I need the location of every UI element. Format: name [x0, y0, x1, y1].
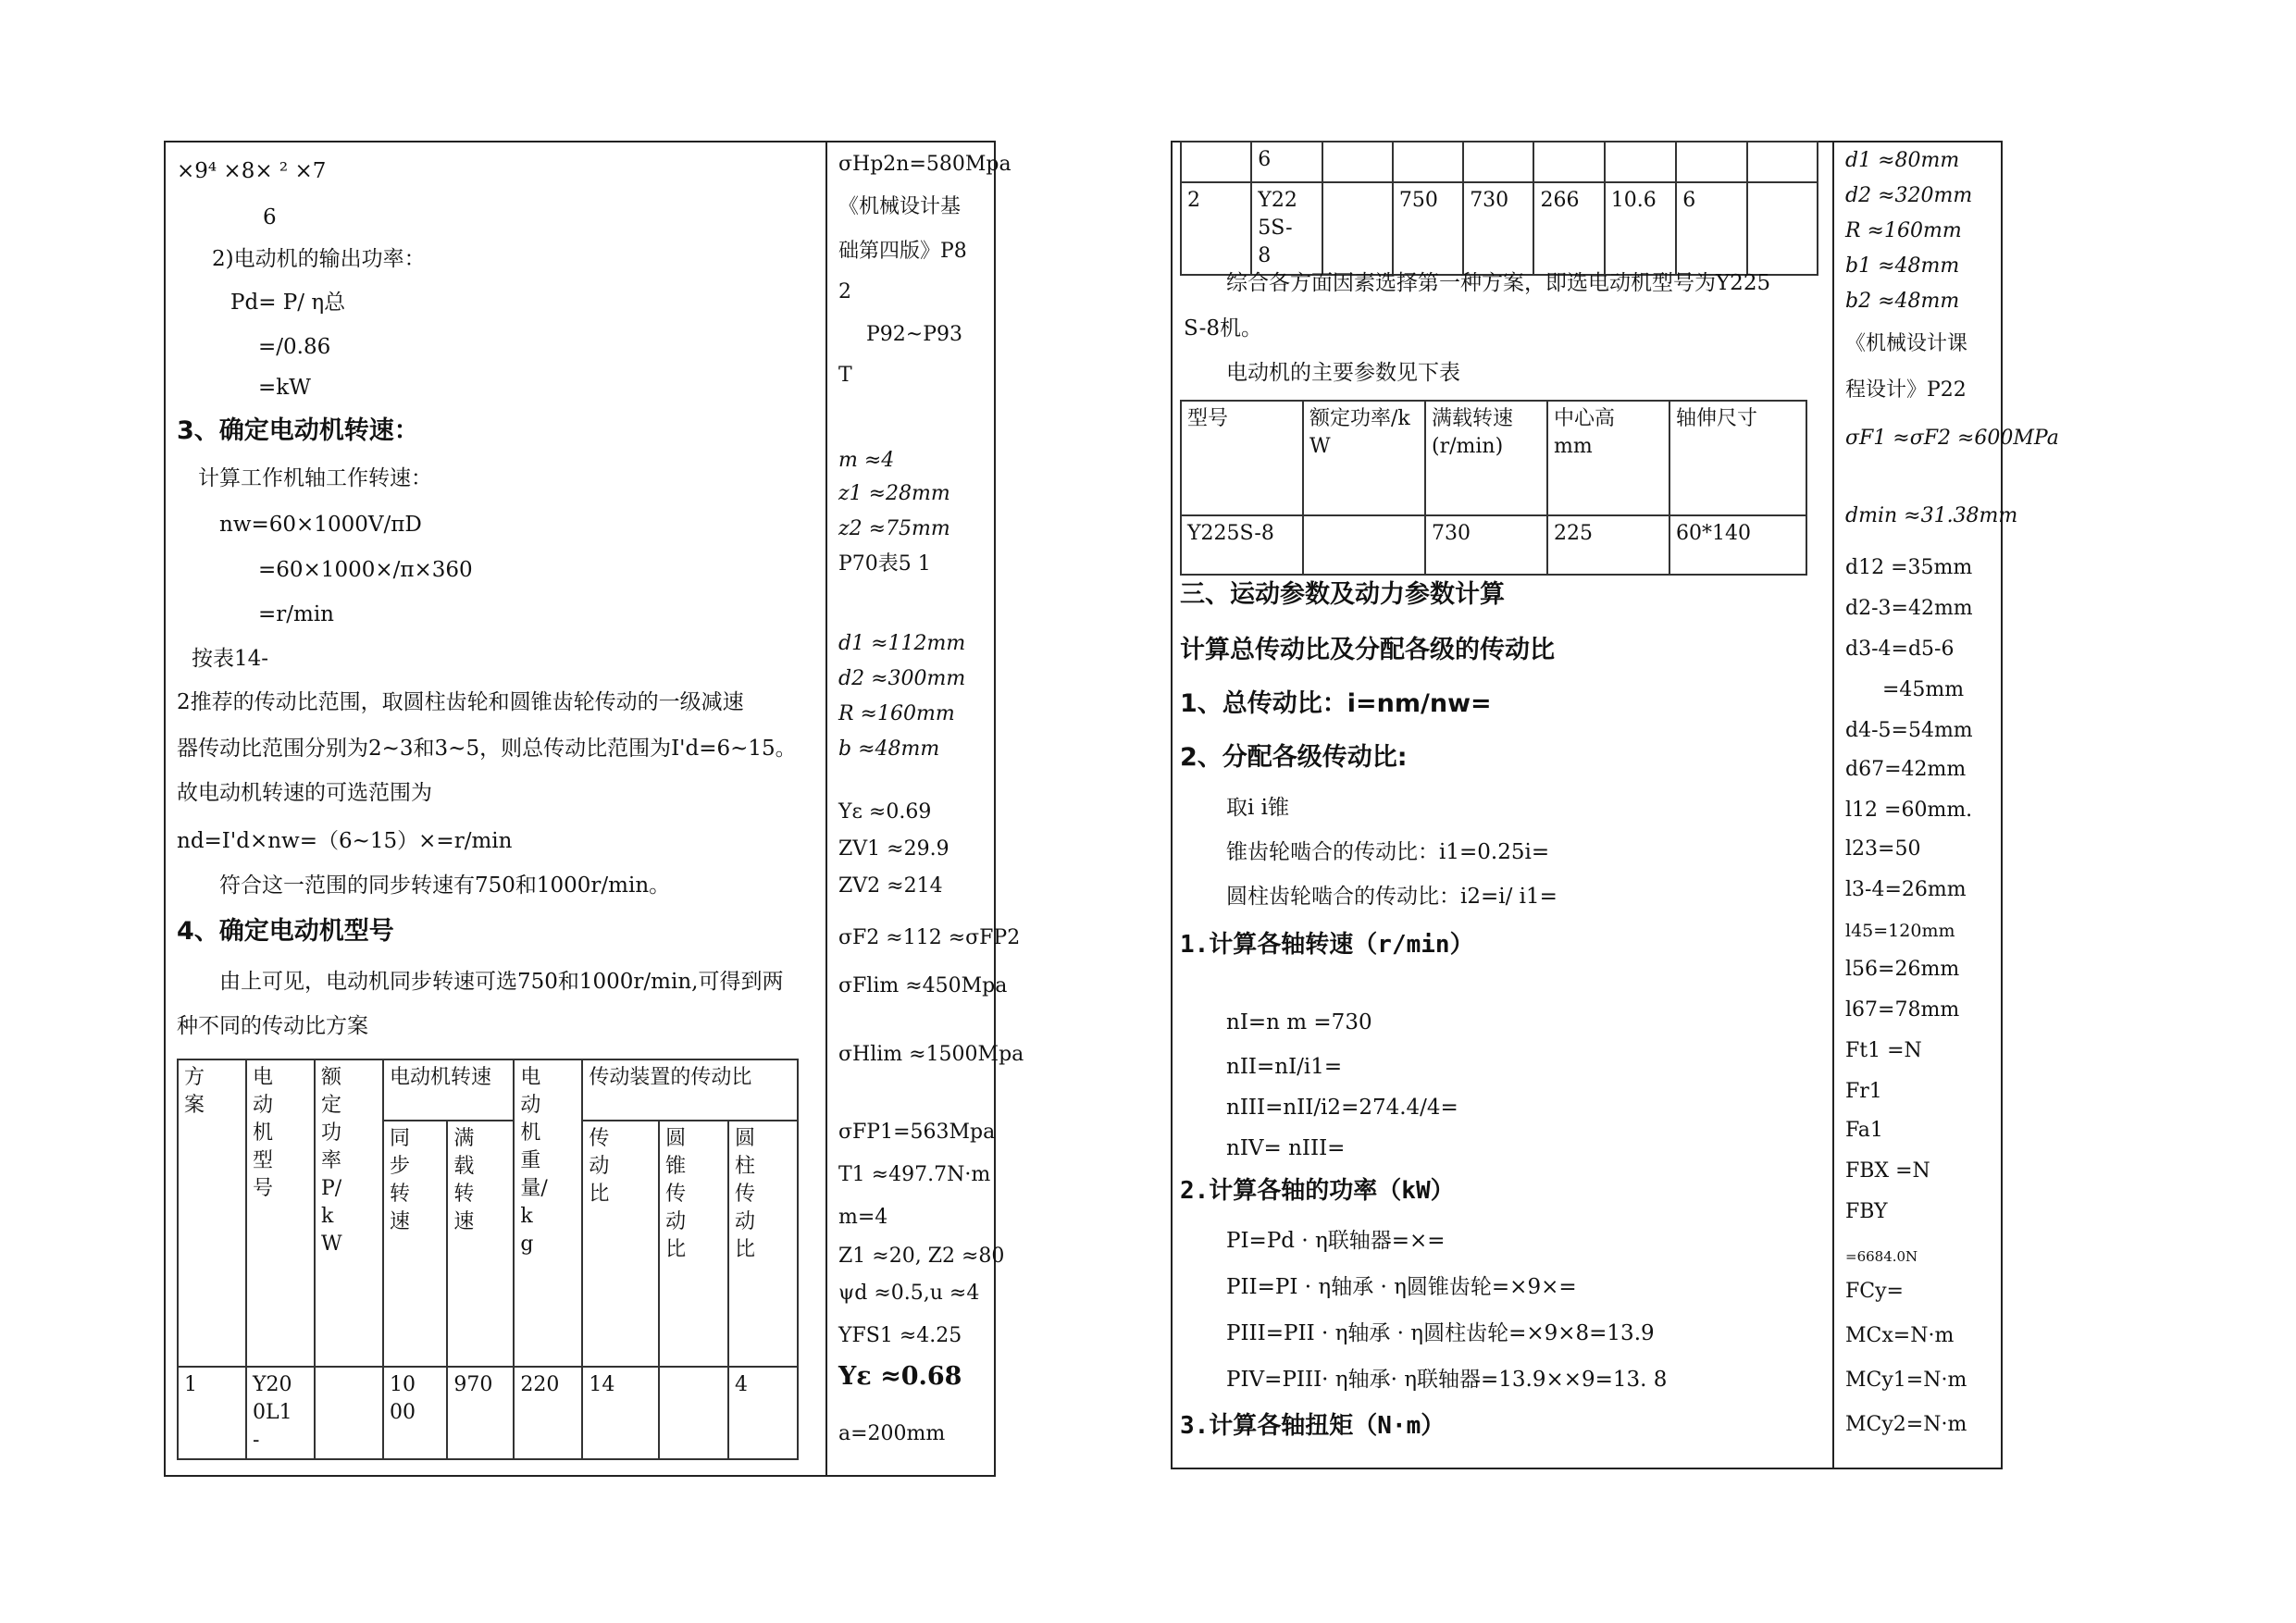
table-cell: 750	[1393, 182, 1463, 275]
formula-line: =kW	[258, 376, 311, 400]
table-cell	[1322, 182, 1393, 275]
header-cell: 电动机转速	[383, 1059, 514, 1121]
side-note: b ≈48mm	[838, 737, 940, 761]
header-cell: 轴伸尺寸	[1669, 401, 1806, 515]
formula-line: PIV=PIII· η轴承· η联轴器=13.9××9=13. 8	[1226, 1368, 1668, 1392]
section-heading: 4、确定电动机型号	[177, 917, 394, 946]
side-note: 础第四版》P8	[838, 240, 967, 263]
formula-line: PII=PI · η轴承 · η圆锥齿轮=×9×=	[1226, 1275, 1577, 1299]
side-note: R ≈160mm	[838, 702, 955, 725]
side-note: =6684.0N	[1845, 1248, 1918, 1265]
side-note: FBX =N	[1845, 1159, 1930, 1183]
motor-options-table-continued	[1180, 141, 1818, 276]
side-note: 程设计》P22	[1845, 378, 1967, 402]
table-cell: 10.6	[1605, 182, 1677, 275]
table-cell: 14	[582, 1367, 659, 1459]
side-note: =45mm	[1882, 678, 1965, 701]
side-note: ZV2 ≈214	[838, 874, 943, 898]
table-cell	[1747, 142, 1818, 182]
side-note: R ≈160mm	[1845, 219, 1962, 242]
header-cell: 圆锥传动比	[659, 1121, 728, 1367]
table-cell	[1393, 142, 1463, 182]
side-note: a=200mm	[838, 1422, 946, 1445]
table-cell: 6	[1676, 182, 1746, 275]
right-page	[1171, 141, 2059, 1469]
text-line: 综合各方面因素选择第一种方案，即选电动机型号为Y225	[1226, 271, 1771, 295]
right-side-column	[1834, 142, 2059, 1468]
text-line: 按表14-	[192, 647, 269, 671]
section-heading: 2、分配各级传动比:	[1180, 743, 1408, 772]
right-main-column	[1173, 142, 1834, 1468]
formula-line: ×9⁴ ×8× ² ×7	[177, 159, 327, 183]
section-heading: 3、确定电动机转速：	[177, 416, 419, 445]
side-note: l23=50	[1845, 837, 1921, 861]
section-heading: 3.计算各轴扭矩（N·m）	[1180, 1412, 1446, 1440]
side-note: l56=26mm	[1845, 958, 1960, 981]
table-cell	[1747, 182, 1818, 275]
table-cell	[315, 1367, 383, 1459]
text-line: 符合这一范围的同步转速有750和1000r/min。	[219, 873, 671, 898]
side-note: d4-5=54mm	[1845, 719, 1973, 742]
table-cell: Y200L1-	[246, 1367, 315, 1459]
table-cell: 266	[1533, 182, 1604, 275]
side-note: m=4	[838, 1206, 888, 1229]
table-cell: 220	[514, 1367, 582, 1459]
table-cell: Y225S-8	[1251, 182, 1322, 275]
left-main-column	[166, 142, 827, 1475]
table-cell: Y225S-8	[1181, 515, 1303, 575]
formula-line: 6	[263, 205, 277, 229]
table-cell	[1303, 515, 1425, 575]
table-cell: 2	[1181, 182, 1251, 275]
side-note: Fa1	[1845, 1119, 1883, 1142]
formula-line: Pd= P/ η总	[230, 291, 346, 315]
text-line: 故电动机转速的可选范围为	[177, 781, 432, 805]
side-note: d2 ≈300mm	[838, 667, 966, 690]
header-cell: 传动装置的传动比	[582, 1059, 798, 1121]
side-note: 《机械设计课	[1845, 332, 1968, 355]
side-note: YFS1 ≈4.25	[838, 1324, 962, 1347]
header-cell: 电动机重量/kg	[514, 1059, 582, 1367]
header-cell: 传动比	[582, 1121, 659, 1367]
side-note: d3-4=d5-6	[1845, 638, 1955, 661]
table-cell	[1322, 142, 1393, 182]
side-note: b1 ≈48mm	[1845, 254, 1960, 278]
formula-line: nII=nI/i1=	[1226, 1055, 1343, 1079]
side-note: z1 ≈28mm	[838, 482, 950, 505]
side-note: ZV1 ≈29.9	[838, 837, 949, 861]
section-heading: 计算总传动比及分配各级的传动比	[1180, 636, 1555, 664]
table-cell	[1181, 142, 1251, 182]
formula-line: PI=Pd · η联轴器=×=	[1226, 1229, 1446, 1253]
formula-line: nw=60×1000V/πD	[219, 513, 422, 537]
side-note: MCy2=N·m	[1845, 1413, 1967, 1436]
formula-line: nI=n m =730	[1226, 1010, 1372, 1035]
side-note: l3-4=26mm	[1845, 878, 1967, 901]
table-cell: 4	[728, 1367, 798, 1459]
side-note: m ≈4	[838, 449, 895, 472]
side-note: b2 ≈48mm	[1845, 290, 1960, 313]
table-cell	[659, 1367, 728, 1459]
side-note: Yε ≈0.69	[838, 800, 932, 824]
side-note: P92~P93	[866, 323, 963, 346]
formula-line: =/0.86	[258, 335, 331, 359]
text-line: 种不同的传动比方案	[177, 1014, 368, 1038]
header-cell: 额定功率/kW	[1303, 401, 1425, 515]
table-cell: 6	[1251, 142, 1322, 182]
side-note: Ft1 =N	[1845, 1039, 1922, 1062]
section-heading: 1、总传动比：i=nm/nw=	[1180, 689, 1492, 718]
text-line: 2推荐的传动比范围，取圆柱齿轮和圆锥齿轮传动的一级减速	[177, 690, 744, 714]
side-note: ψd ≈0.5,u ≈4	[838, 1282, 980, 1305]
side-note: l12 =60mm.	[1845, 799, 1973, 822]
text-line: 电动机的主要参数见下表	[1226, 361, 1460, 385]
motor-options-table	[177, 1059, 799, 1460]
side-note: 2	[838, 280, 851, 304]
left-side-column	[827, 142, 1024, 1475]
text-line: 2)电动机的输出功率：	[212, 247, 426, 271]
side-note: dmin ≈31.38mm	[1845, 504, 2018, 527]
text-line: 圆柱齿轮啮合的传动比：i2=i/ i1=	[1226, 885, 1558, 909]
header-cell: 满载转速	[447, 1121, 514, 1367]
text-line: 由上可见，电动机同步转速可选750和1000r/min,可得到两	[219, 970, 784, 994]
text-line: 计算工作机轴工作转速：	[198, 466, 432, 490]
side-note: d12 =35mm	[1845, 556, 1973, 579]
text-line: 取i i锥	[1226, 796, 1290, 820]
table-cell: 1	[178, 1367, 246, 1459]
header-cell: 型号	[1181, 401, 1303, 515]
side-note: FBY	[1845, 1200, 1888, 1223]
section-heading: 三、运动参数及动力参数计算	[1180, 580, 1505, 609]
side-note: σHlim ≈1500Mpa	[838, 1043, 1024, 1066]
table-cell	[1463, 142, 1533, 182]
table-cell	[1533, 142, 1604, 182]
formula-line: nd=I'd×nw=（6~15）×=r/min	[177, 829, 513, 853]
side-note: Yε ≈0.68	[838, 1362, 962, 1391]
side-note: d67=42mm	[1845, 758, 1967, 781]
side-note: σFP1=563Mpa	[838, 1121, 996, 1144]
side-note: d2-3=42mm	[1845, 597, 1973, 620]
side-note: FCy=	[1845, 1280, 1904, 1303]
header-cell: 圆柱传动比	[728, 1121, 798, 1367]
left-page	[164, 141, 1024, 1477]
formula-line: nIV= nIII=	[1226, 1136, 1346, 1160]
formula-line: nIII=nII/i2=274.4/4=	[1226, 1096, 1458, 1120]
side-note: l45=120mm	[1845, 921, 1955, 941]
side-note: d2 ≈320mm	[1845, 184, 1973, 207]
side-note: σFlim ≈450Mpa	[838, 974, 1008, 997]
side-note: Fr1	[1845, 1080, 1882, 1103]
header-cell: 额定功率P/kW	[315, 1059, 383, 1367]
header-cell: 中心高mm	[1547, 401, 1669, 515]
table-cell: 1000	[383, 1367, 447, 1459]
table-cell: 730	[1425, 515, 1547, 575]
formula-line: =r/min	[258, 602, 334, 626]
side-note: σHp2n=580Mpa	[838, 153, 1011, 176]
side-note: MCx=N·m	[1845, 1324, 1955, 1347]
side-note: d1 ≈80mm	[1845, 149, 1960, 172]
side-note: 《机械设计基	[838, 195, 962, 218]
table-cell: 60*140	[1669, 515, 1806, 575]
text-line: 器传动比范围分别为2~3和3~5，则总传动比范围为I'd=6~15。	[177, 737, 797, 761]
side-note: Z1 ≈20, Z2 ≈80	[838, 1245, 1005, 1268]
text-line: 锥齿轮啮合的传动比：i1=0.25i=	[1226, 840, 1550, 864]
table-cell: 225	[1547, 515, 1669, 575]
side-note: z2 ≈75mm	[838, 517, 950, 540]
header-cell: 电动机型号	[246, 1059, 315, 1367]
header-cell: 满载转速(r/min)	[1425, 401, 1547, 515]
section-heading: 2.计算各轴的功率（kW）	[1180, 1177, 1455, 1205]
table-cell	[1676, 142, 1746, 182]
side-note: σF2 ≈112 ≈σFP2	[838, 926, 1021, 949]
table-cell	[1605, 142, 1677, 182]
header-cell: 同步转速	[383, 1121, 447, 1367]
side-note: d1 ≈112mm	[838, 632, 966, 655]
header-cell: 方案	[178, 1059, 246, 1367]
side-note: MCy1=N·m	[1845, 1369, 1967, 1392]
side-note: P70表5 1	[838, 552, 931, 576]
section-heading: 1.计算各轴转速（r/min）	[1180, 931, 1474, 959]
side-note: σF1 ≈σF2 ≈600MPa	[1845, 427, 2059, 450]
text-line: S-8机。	[1184, 316, 1263, 341]
motor-params-table	[1180, 400, 1807, 576]
side-note: T	[838, 364, 852, 387]
formula-line: =60×1000×/π×360	[258, 558, 473, 582]
side-note: l67=78mm	[1845, 998, 1960, 1022]
table-cell: 970	[447, 1367, 514, 1459]
table-cell: 730	[1463, 182, 1533, 275]
formula-line: PIII=PII · η轴承 · η圆柱齿轮=×9×8=13.9	[1226, 1321, 1655, 1345]
side-note: T1 ≈497.7N·m	[838, 1163, 991, 1186]
